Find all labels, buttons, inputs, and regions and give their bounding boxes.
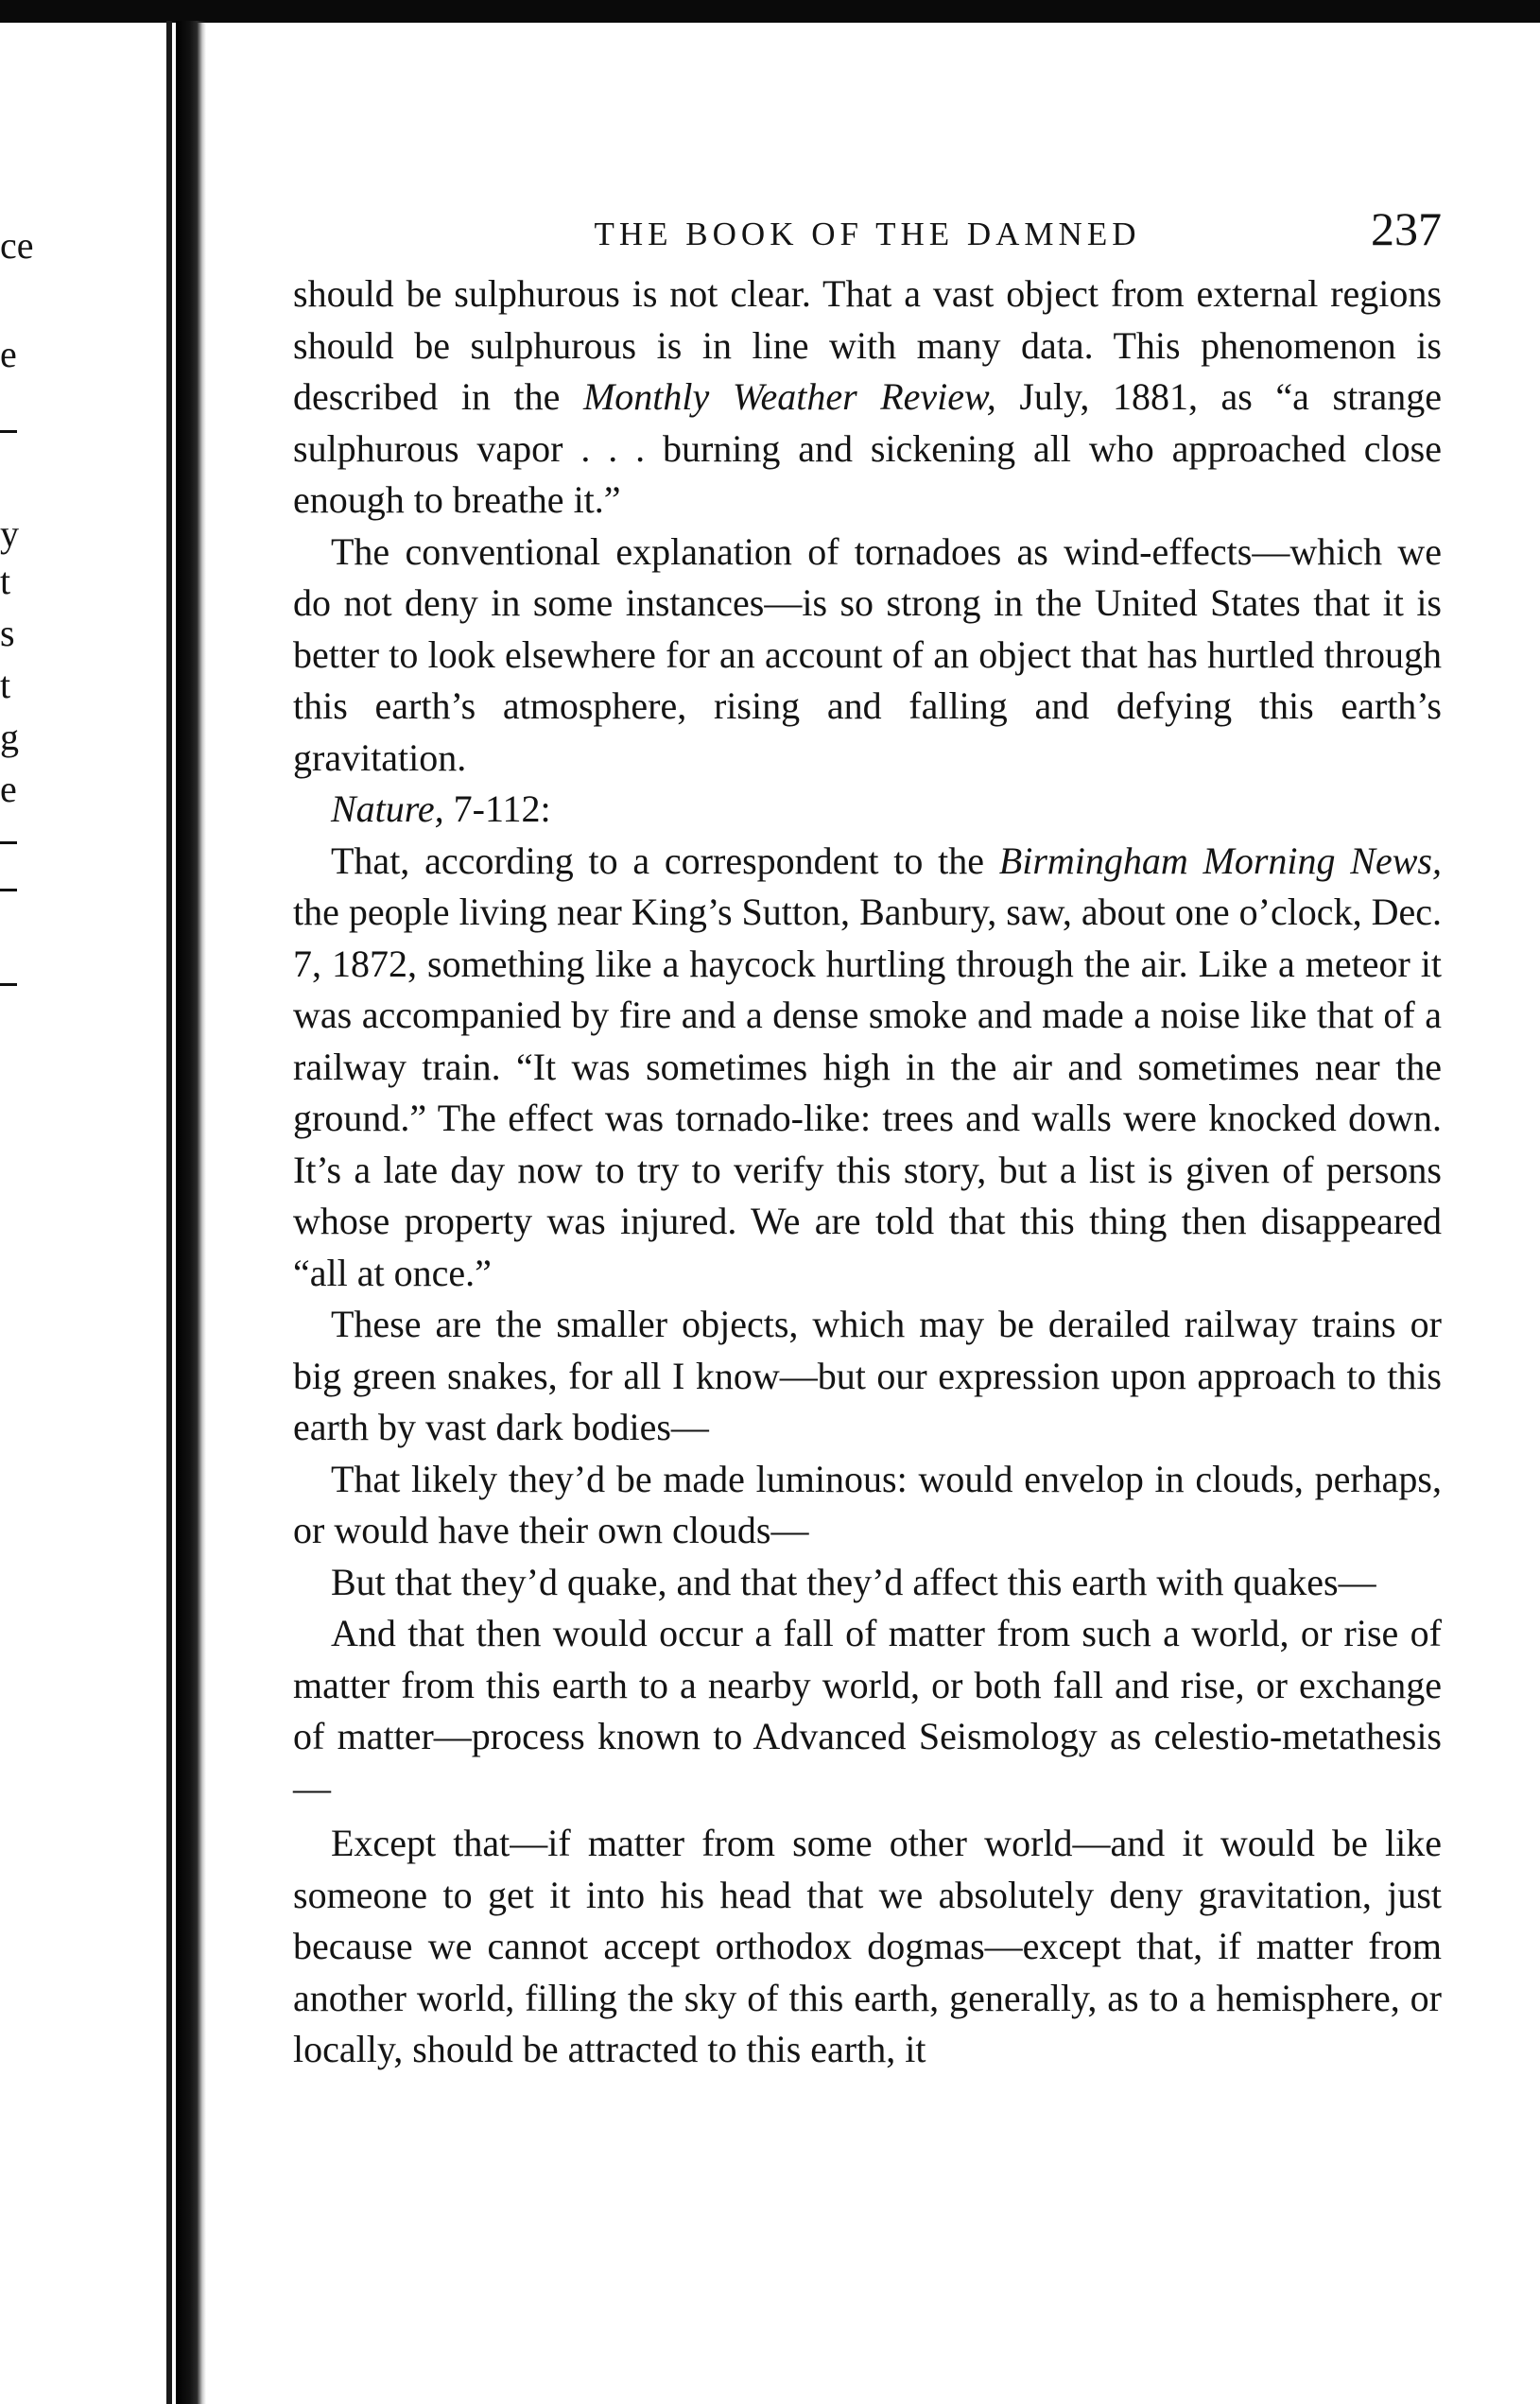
paragraph <box>293 784 1442 836</box>
italic-text-run: Nature, <box>331 787 444 830</box>
paragraph <box>293 1818 1442 2076</box>
facing-rule <box>0 889 17 891</box>
text-run: But that they’d quake, and that they’d affect this earth with quakes— <box>331 1560 1376 1603</box>
facing-rule <box>0 430 17 433</box>
facing-fragment: e <box>0 768 17 810</box>
text-run: 7-112: <box>443 787 551 830</box>
text-run: The conventional explanation of tornadoes as wind-effects—which we do not deny in some instances—is so strong in the United States that it is better to look elsewhere for an account of an object that has hurtled through this earth’s atmosphere, rising and falling and defying this earth’s gravitation. <box>293 529 1442 779</box>
facing-rule <box>0 841 17 844</box>
italic-text-run: Birmingham Morning News, <box>998 839 1442 882</box>
running-head <box>293 202 1442 263</box>
italic-text-run: Monthly Weather Review, <box>582 375 996 418</box>
facing-fragment: t <box>0 560 11 602</box>
paragraph <box>293 1557 1442 1609</box>
text-run: Except that—if matter from some other world—and it would be like someone to get it into his head that we absolutely deny gravitation, just because we cannot accept orthodox dogmas—except that, if matter from another world, filling the sky of this earth, generally, as to a hemisphere, or locally, should be attracted to this earth, it <box>293 1822 1442 2070</box>
facing-fragment: ce <box>0 224 34 267</box>
binding-gutter <box>176 21 206 2404</box>
facing-fragment: t <box>0 664 11 706</box>
paragraph <box>293 836 1442 1300</box>
scan-top-border <box>0 0 1540 23</box>
binding-edge <box>166 21 172 2404</box>
text-run: the people living near King’s Sutton, Banbury, saw, about one o’clock, Dec. 7, 1872, something like a haycock hurtling through the air. Like a meteor it was accompanied by fire and a dense smoke and made a noise like that of a railway train. “It was sometimes high in the air and sometimes near the ground.” The effect was tornado-like: trees and walls were knocked down. It’s a late day now to try to verify this story, but a list is given of persons whose property was injured. We are told that this thing then disappeared “all at once.” <box>293 891 1442 1294</box>
running-title: THE BOOK OF THE DAMNED <box>594 216 1141 252</box>
paragraph <box>293 1608 1442 1814</box>
text-run: And that then would occur a fall of matter from such a world, or rise of matter from this earth to a nearby world, or both fall and rise, or exchange of matter—process known to Advanced Seismology as celestio-metathesis— <box>293 1612 1442 1809</box>
text-run: should be sulphurous is not clear. That a vast object from external regions should be sulphurous is in line with many data. This phenomenon is described in the <box>293 272 1442 418</box>
page-number: 237 <box>1371 202 1442 255</box>
facing-fragment: s <box>0 612 15 654</box>
facing-fragment: g <box>0 716 19 758</box>
paragraph <box>293 1299 1442 1454</box>
text-run: July, 1881, as “a strange sulphurous vapor . . . burning and sickening all who approached close enough to breathe it.” <box>293 375 1443 521</box>
body-text <box>293 268 1442 2076</box>
text-run: That likely they’d be made luminous: would envelop in clouds, perhaps, or would have their own clouds— <box>293 1457 1442 1551</box>
paragraph <box>293 1454 1442 1557</box>
paragraph <box>293 527 1442 785</box>
facing-fragment: y <box>0 512 19 555</box>
text-run: These are the smaller objects, which may be derailed railway trains or big green snakes, for all I know—but our expression upon approach to this earth by vast dark bodies— <box>293 1303 1442 1448</box>
paragraph-continued <box>293 268 1442 527</box>
facing-fragment: e <box>0 333 17 375</box>
text-run: That, according to a correspondent to the <box>331 839 999 882</box>
facing-rule <box>0 983 17 986</box>
